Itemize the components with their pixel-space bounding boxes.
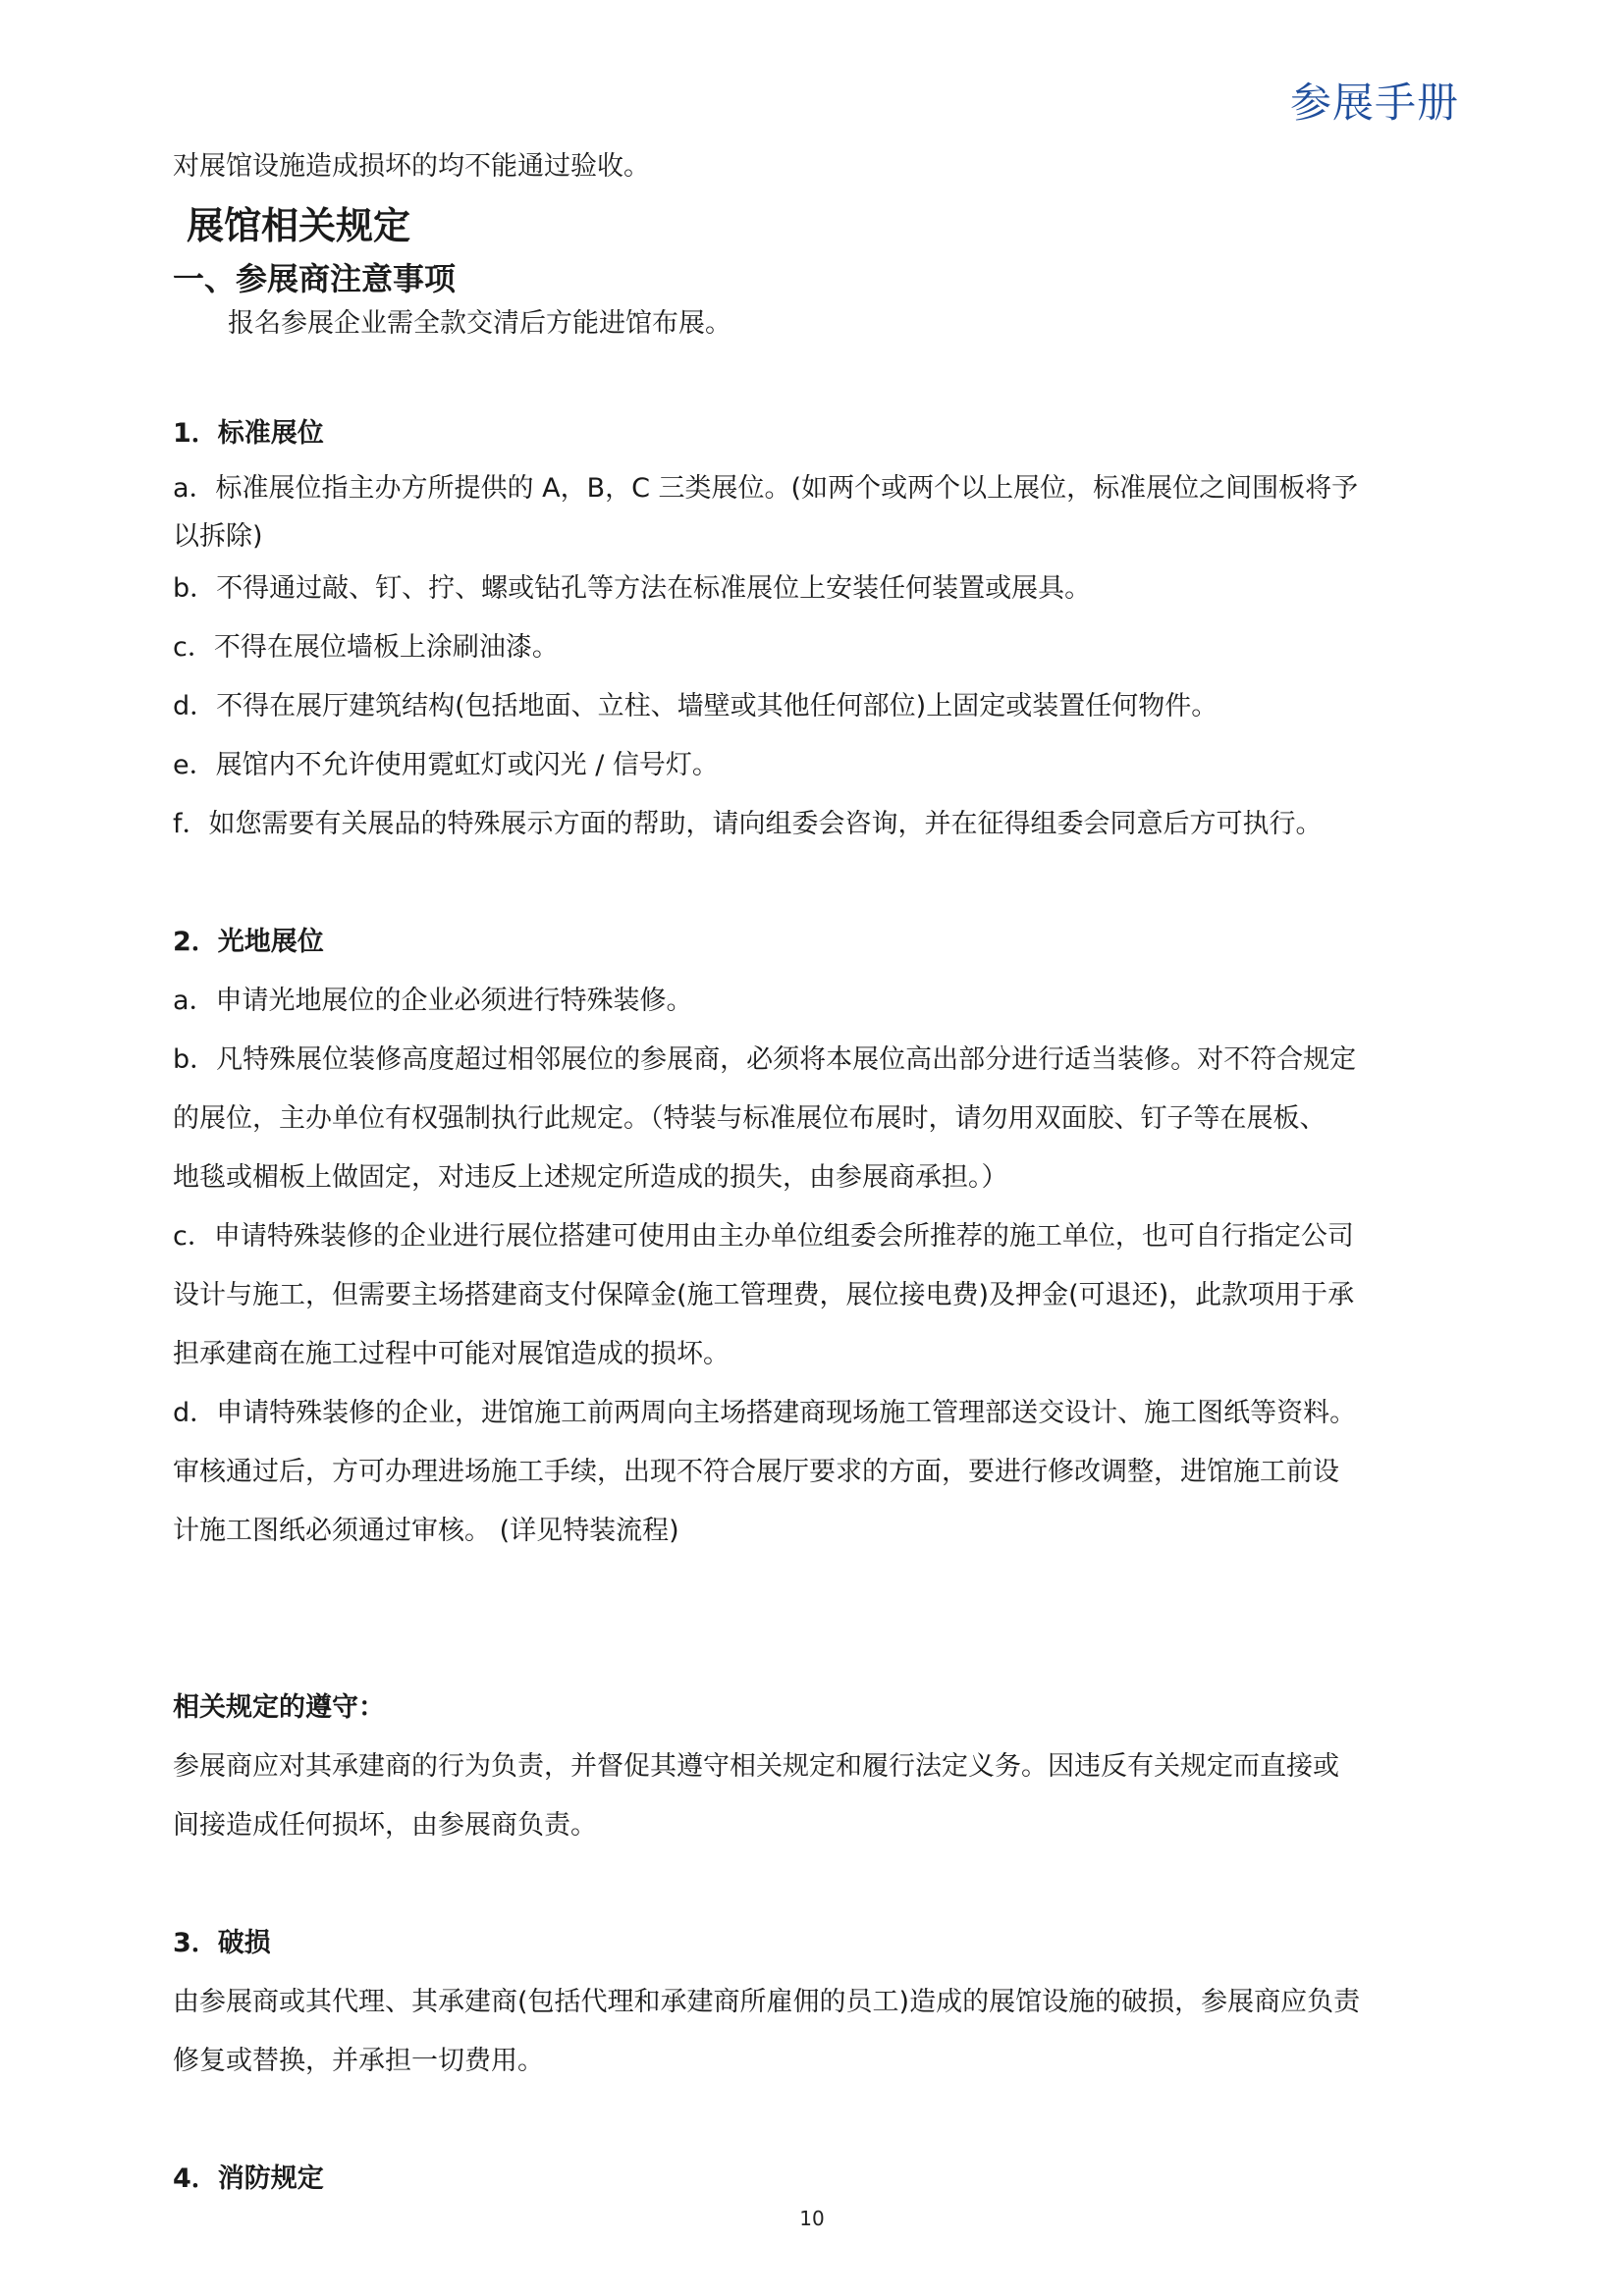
compliance-heading: 相关规定的遵守：	[173, 1692, 385, 1723]
raw-space-line: 地毯或楣板上做固定，对违反上述规定所造成的损失，由参展商承担。）	[173, 1162, 1008, 1193]
raw-space-line: b．凡特殊展位装修高度超过相邻展位的参展商，必须将本展位高出部分进行适当装修。对不符合规定	[173, 1044, 1357, 1075]
subsection-title: 一、参展商注意事项	[173, 260, 457, 297]
page-number: 10	[799, 2207, 825, 2230]
standard-booth-item-d: d．不得在展厅建筑结构(包括地面、立柱、墙壁或其他任何部位)上固定或装置任何物件。	[173, 691, 1218, 721]
damage-line: 修复或替换，并承担一切费用。	[173, 2046, 544, 2076]
standard-booth-item-b: b．不得通过敲、钉、拧、螺或钻孔等方法在标准展位上安装任何装置或展具。	[173, 573, 1092, 604]
standard-booth-item-e: e．展馆内不允许使用霓虹灯或闪光 / 信号灯。	[173, 750, 719, 780]
section-title: 展馆相关规定	[187, 204, 411, 247]
raw-space-line: 计施工图纸必须通过审核。 (详见特装流程)	[173, 1516, 679, 1546]
compliance-line: 间接造成任何损坏，由参展商负责。	[173, 1810, 597, 1841]
standard-booth-item-a2: 以拆除)	[173, 521, 263, 552]
damage-heading: 3．破损	[173, 1928, 271, 1958]
standard-booth-item-a1: a．标准展位指主办方所提供的 A，B，C 三类展位。(如两个或两个以上展位，标准展位之间围板将予	[173, 473, 1359, 504]
standard-booth-heading: 1．标准展位	[173, 418, 324, 449]
raw-space-line: 的展位，主办单位有权强制执行此规定。（特装与标准展位布展时，请勿用双面胶、钉子等在展板、	[173, 1103, 1326, 1134]
compliance-line: 参展商应对其承建商的行为负责，并督促其遵守相关规定和履行法定义务。因违反有关规定而直接或	[173, 1751, 1339, 1782]
raw-space-line: d．申请特殊装修的企业，进馆施工前两周向主场搭建商现场施工管理部送交设计、施工图纸等资料。	[173, 1398, 1357, 1428]
standard-booth-item-c: c．不得在展位墙板上涂刷油漆。	[173, 632, 559, 663]
damage-line: 由参展商或其代理、其承建商(包括代理和承建商所雇佣的员工)造成的展馆设施的破损，参展商应负责	[173, 1987, 1361, 2017]
raw-space-line: 审核通过后，方可办理进场施工手续，出现不符合展厅要求的方面，要进行修改调整，进馆施工前设	[173, 1457, 1339, 1487]
intro-line: 对展馆设施造成损坏的均不能通过验收。	[173, 151, 650, 182]
header-title: 参展手册	[1289, 79, 1459, 127]
raw-space-line: 设计与施工，但需要主场搭建商支付保障金(施工管理费，展位接电费)及押金(可退还)，此款项用于承	[173, 1280, 1355, 1310]
standard-booth-item-f: f．如您需要有关展品的特殊展示方面的帮助，请向组委会咨询，并在征得组委会同意后方可执行。	[173, 809, 1323, 839]
fire-heading: 4．消防规定	[173, 2163, 324, 2194]
page-body	[173, 137, 1469, 2209]
raw-space-heading: 2．光地展位	[173, 927, 324, 957]
subsection-intro: 报名参展企业需全款交清后方能进馆布展。	[228, 308, 731, 339]
raw-space-line: c．申请特殊装修的企业进行展位搭建可使用由主办单位组委会所推荐的施工单位，也可自行指定公司	[173, 1221, 1354, 1252]
raw-space-line: a．申请光地展位的企业必须进行特殊装修。	[173, 986, 693, 1016]
raw-space-line: 担承建商在施工过程中可能对展馆造成的损坏。	[173, 1339, 730, 1369]
